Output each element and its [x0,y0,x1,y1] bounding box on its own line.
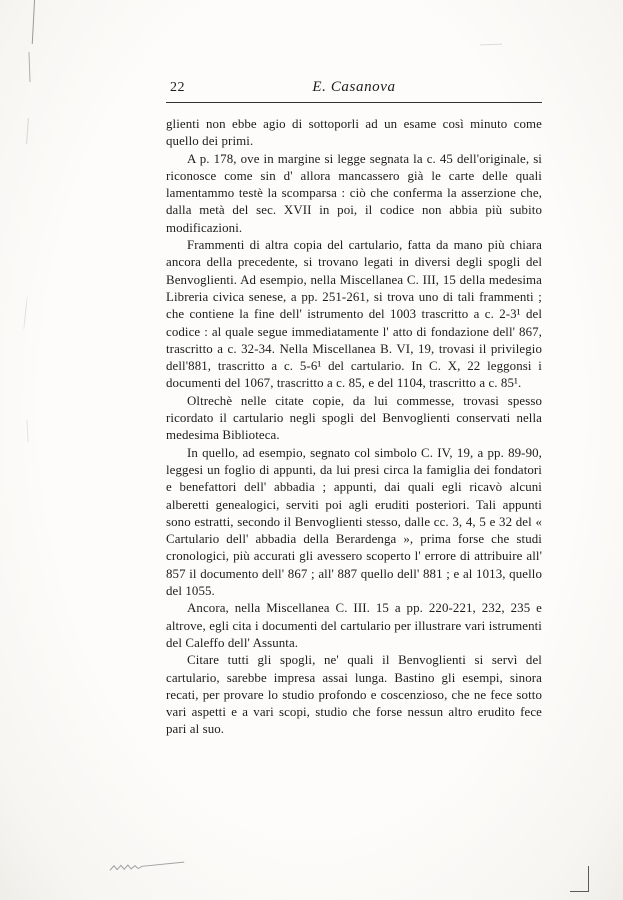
page-header [166,80,542,103]
paragraph: Oltrechè nelle citate copie, da lui commesse, trovasi spesso ricordato il cartulario negli spogli del Benvoglienti conservati nella medesima Biblioteca. [166,393,542,443]
scan-artifact-left-stroke-3 [26,118,29,144]
scan-artifact-left-stroke-4 [23,296,28,330]
running-head: E. Casanova [312,79,396,95]
paragraph: Frammenti di altra copia del cartulario, fatta da mano più chiara ancora della precedente, si trovano legati in diversi degli spogli del Benvoglienti. Ad esempio, nella Miscellanea C. III, 15 della medesima Libreria civica senese, a pp. 251-261, si trova uno di tali frammenti ; che contiene la fine dell' istrumento del 1003 trascritto a c. 2-3¹ del codice : al quale segue immediatamente l' atto di fondazione dell' 867, trascritto a c. 32-34. Nella Miscellanea B. VI, 19, trovasi il privilegio dell'881, trascritto a c. 5-6¹ del cartulario. In C. X, 22 leggonsi i documenti del 1067, trascritto a c. 85, e del 1104, trascritto a c. 85¹. [166,238,542,391]
paragraph: glienti non ebbe agio di sottoporli ad un esame così minuto come quello dei primi. [166,117,542,149]
text-block [166,116,542,739]
paragraph: Citare tutti gli spogli, ne' quali il Benvoglienti si servì del cartulario, sarebbe impresa assai lunga. Bastino gli esempi, sinora recati, per provare lo studio profondo e coscenzioso, che ne fece sotto vari aspetti e a vari scopi, studio che forse nessun altro erudito fece pari al suo. [166,653,542,737]
scan-artifact-corner-bracket [570,866,589,892]
paragraph: A p. 178, ove in margine si legge segnata la c. 45 dell'originale, si riconosce come sin d' allora mancassero già le carte delle quali lamentammo testè la scomparsa : ciò che conferma la asserzione che, dalla metà del sec. XVII in poi, il codice non abbia più subito modificazioni. [166,151,542,235]
page-content [166,80,542,739]
scan-artifact-bottom-squiggle [108,858,188,874]
scan-artifact-left-stroke-5 [26,420,28,442]
scan-artifact-left-stroke-2 [28,52,30,82]
scan-artifact-left-stroke-1 [32,0,36,44]
paragraph: In quello, ad esempio, segnato col simbolo C. IV, 19, a pp. 89-90, leggesi un foglio di appunti, da lui presi circa la famiglia dei fondatori e benefattori dell' abbadia ; appunti, dai quali egli ricavò alcuni alberetti genealogici, serviti poi agli eruditi posteriori. Tali appunti sono estratti, secondo il Benvoglienti stesso, dalle cc. 3, 4, 5 e 32 del « Cartulario dell' abbadia della Berardenga », prima forse che studi cronologici, più accurati gli avessero scoperto l' errore di attribuire all' 857 il documento dell' 867 ; all' 887 quello dell' 881 ; e al 1013, quello del 1055. [166,445,542,599]
scan-artifact-top-right-dash [480,44,502,46]
paragraph: Ancora, nella Miscellanea C. III. 15 a pp. 220-221, 232, 235 e altrove, egli cita i documenti del cartulario per illustrare vari istrumenti del Caleffo dell' Assunta. [166,601,542,650]
page-number: 22 [170,80,185,95]
